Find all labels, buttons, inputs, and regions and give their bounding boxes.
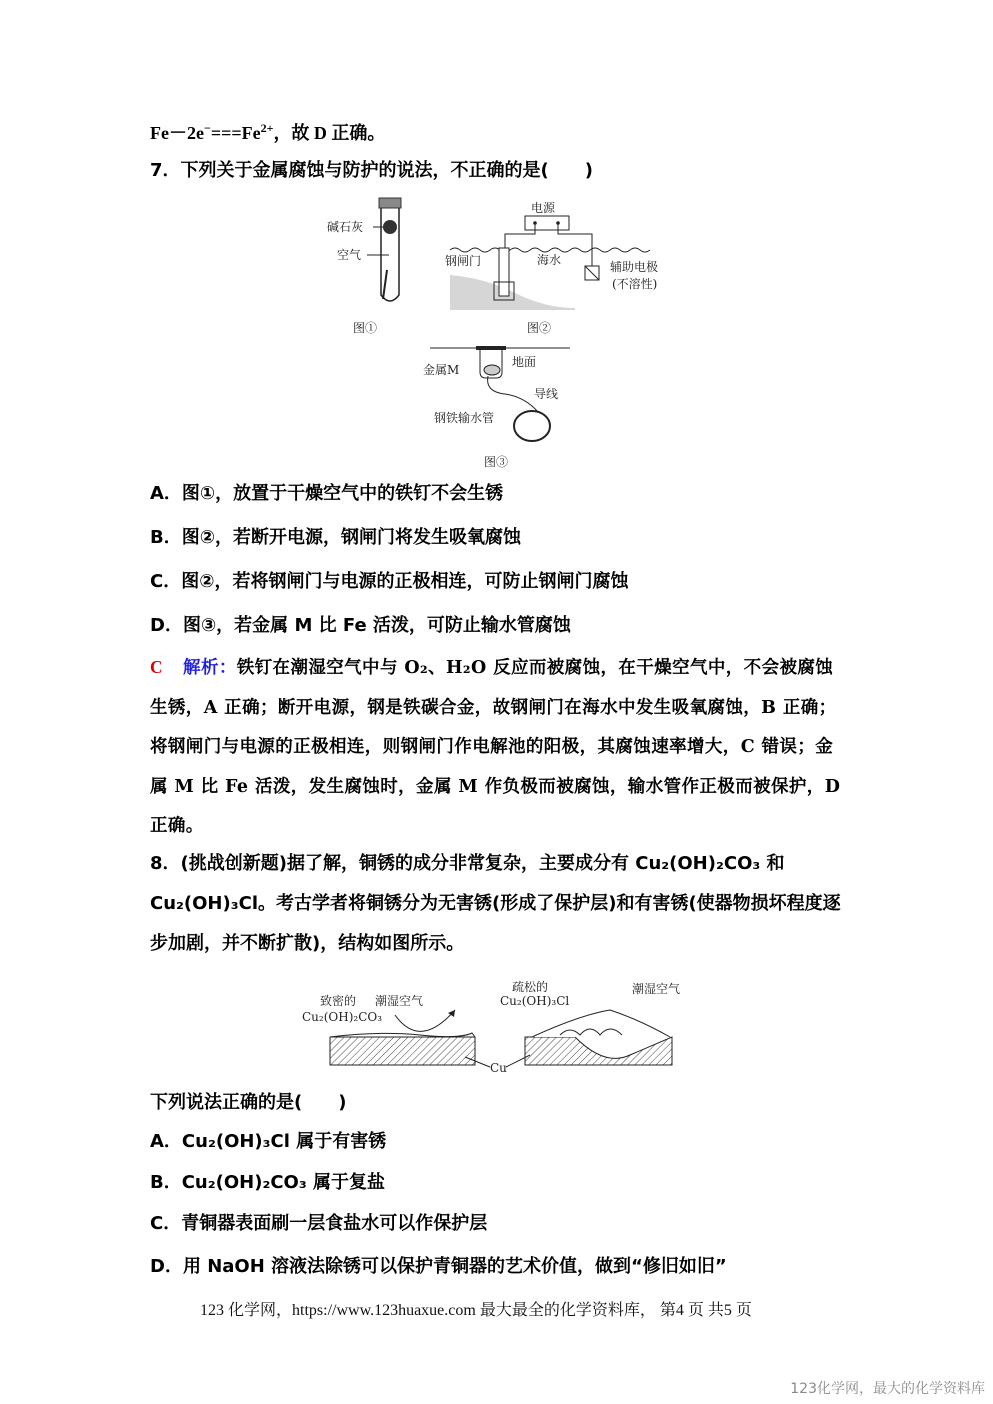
iron-nail: [383, 270, 387, 299]
tube-stopper: [379, 198, 401, 208]
caption-fig2: 图②: [527, 321, 552, 335]
steel-pipe: [514, 411, 550, 441]
seabed: [450, 275, 575, 310]
q8-stem: 8．(挑战创新题)据了解，铜锈的成分非常复杂，主要成分有 Cu₂(OH)₂CO₃ 和 Cu₂(OH)₃Cl。考古学者将铜锈分为无害锈(形成了保护层)和有害锈(使器物损坏程度逐步加剧，并不断扩散)，结构如图所示。: [150, 853, 841, 954]
eq-right: Fe: [241, 123, 261, 143]
copper-right: [525, 1037, 672, 1065]
q7-option-d: D．图③，若金属 M 比 Fe 活泼，可防止输水管腐蚀: [150, 615, 571, 636]
q8-question: 下列说法正确的是( ): [150, 1092, 347, 1113]
caption-fig3: 图③: [484, 455, 509, 469]
figure-copper-rust: [300, 975, 700, 1075]
q8-option-c: C．青铜器表面刷一层食盐水可以作保护层: [150, 1213, 488, 1234]
sea-surface: [450, 248, 650, 252]
wire: [488, 376, 538, 412]
label-humid-left: 潮湿空气: [375, 994, 424, 1008]
q8-option-b: B．Cu₂(OH)₂CO₃ 属于复盐: [150, 1172, 385, 1193]
eq-left: Fe－2e: [150, 123, 204, 143]
label-cu: Cu: [490, 1061, 507, 1075]
figure-3-pipe: [420, 342, 580, 472]
eq-right-sup: 2+: [260, 121, 274, 135]
loose-rust: [532, 1010, 670, 1037]
label-pipe: 钢铁输水管: [434, 411, 495, 425]
label-ground: 地面: [512, 355, 537, 369]
metal-m: [484, 365, 500, 375]
q7-option-b: B．图②，若断开电源，钢闸门将发生吸氧腐蚀: [150, 527, 521, 548]
label-metal: 金属M: [423, 363, 460, 377]
label-aux: 辅助电极: [610, 260, 659, 274]
label-dense-formula: Cu₂(OH)₂CO₃: [302, 1010, 383, 1024]
label-loose-formula: Cu₂(OH)₃Cl: [500, 994, 570, 1008]
caption-fig1: 图①: [353, 321, 378, 335]
humid-air-arrow-left: [395, 1010, 455, 1031]
figure-1-test-tube: [325, 195, 430, 340]
label-power: 电源: [531, 201, 556, 215]
q8-option-d: D．用 NaOH 溶液法除锈可以保护青铜器的艺术价值，做到“修旧如旧”: [150, 1256, 727, 1277]
page-footer: 123 化学网，https://www.123huaxue.com 最大最全的化学资料库， 第4 页 共5 页: [200, 1302, 752, 1319]
q8-option-a: A．Cu₂(OH)₃Cl 属于有害锈: [150, 1131, 387, 1152]
label-loose: 疏松的: [512, 980, 549, 994]
label-gate: 钢闸门: [445, 254, 482, 268]
soda-lime: [383, 220, 397, 234]
analysis-label: 解析：: [183, 658, 237, 678]
label-soda-lime: 碱石灰: [327, 220, 364, 234]
eq-arrow: ===: [210, 123, 242, 143]
copper-left: [330, 1037, 475, 1065]
dense-rust-layer: [330, 1033, 475, 1037]
label-air: 空气: [337, 248, 362, 262]
q7-stem: 7．下列关于金属腐蚀与防护的说法，不正确的是( ): [150, 160, 593, 181]
figure-2-sluice-gate: [445, 198, 680, 340]
eq-suffix: ，故 D 正确。: [273, 123, 386, 143]
label-humid-right: 潮湿空气: [632, 982, 681, 996]
label-wire: 导线: [534, 387, 559, 401]
prev-answer-tail: [150, 122, 385, 144]
eq-left-sup: −: [203, 121, 211, 135]
steel-gate: [499, 248, 509, 296]
q7-analysis: [150, 648, 845, 847]
analysis-text: 铁钉在潮湿空气中与 O₂、H₂O 反应而被腐蚀，在干燥空气中，不会被腐蚀生锈，A 正确；断开电源，钢是铁碳合金，故钢闸门在海水中发生吸氧腐蚀，B 正确；将钢闸门与电源的正极相连，则钢闸门作电解池的阳极，其腐蚀速率增大，C 错误；金属 M 比 Fe 活泼，发生腐蚀时，金属 M 作负极而被腐蚀，输水管作正极而被保护，D 正确。: [150, 658, 841, 836]
label-sea: 海水: [537, 253, 562, 267]
q7-option-a: A．图①，放置于干燥空气中的铁钉不会生锈: [150, 483, 504, 504]
answer-letter: C: [150, 657, 164, 677]
label-dense: 致密的: [320, 994, 357, 1008]
power-box: [525, 216, 569, 230]
watermark: 123化学网，最大的化学资料库: [790, 1381, 985, 1397]
q7-option-c: C．图②，若将钢闸门与电源的正极相连，可防止钢闸门腐蚀: [150, 571, 629, 592]
label-aux2: (不溶性): [612, 277, 658, 291]
